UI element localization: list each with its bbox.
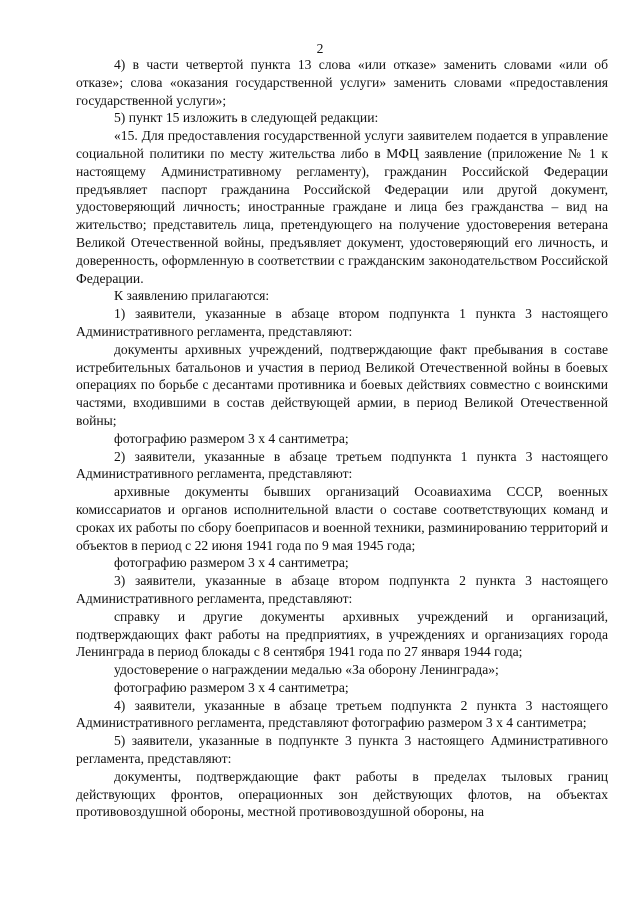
paragraph-11: 3) заявители, указанные в абзаце втором подпункта 2 пункта 3 настоящего Административного регламента, представляют: bbox=[76, 573, 608, 606]
paragraph-10: фотографию размером 3 х 4 сантиметра; bbox=[114, 555, 349, 571]
paragraph-15: 4) заявители, указанные в абзаце третьем подпункта 2 пункта 3 настоящего Административного регламента, представляют фотографию размером 3 х 4 сантиметра; bbox=[76, 697, 608, 731]
paragraph-6: документы архивных учреждений, подтверждающие факт пребывания в составе истребительных батальонов и участия в период Великой Отечественной войны в боевых операциях по борьбе с десантами противника и боевых действиях совместно с воинскими частями, входившими в состав действующей армии, в период Великой Отечественной войны; bbox=[76, 341, 608, 428]
paragraph-7: фотографию размером 3 х 4 сантиметра; bbox=[114, 430, 349, 446]
paragraph-13: удостоверение о награждении медалью «За оборону Ленинграда»; bbox=[114, 662, 499, 678]
paragraph-12: справку и другие документы архивных учреждений и организаций, подтверждающих факт работы на предприятиях, в учреждениях и организациях города Ленинграда в период блокады с 8 сентября 1941 года по 27 января 1944 года; bbox=[76, 608, 608, 660]
paragraph-14: фотографию размером 3 х 4 сантиметра; bbox=[114, 679, 349, 695]
paragraph-2: 5) пункт 15 изложить в следующей редакции: bbox=[114, 110, 379, 126]
paragraph-16: 5) заявители, указанные в подпункте 3 пункта 3 настоящего Административного регламента, представляют: bbox=[76, 733, 608, 767]
paragraph-8: 2) заявители, указанные в абзаце третьем подпункта 1 пункта 3 настоящего Административного регламента, представляют: bbox=[76, 448, 608, 482]
paragraph-5: 1) заявители, указанные в абзаце втором подпункта 1 пункта 3 настоящего Административного регламента, представляют: bbox=[76, 306, 608, 339]
document-body bbox=[76, 56, 608, 821]
paragraph-1: 4) в части четвертой пункта 13 слова «или отказе» заменить словами «или об отказе»; слова «оказания государственной услуги» заменить словами «предоставления государственной услуги»; bbox=[76, 57, 608, 108]
paragraph-4: К заявлению прилагаются: bbox=[114, 288, 270, 304]
paragraph-9: архивные документы бывших организаций Осоавиахима СССР, военных комиссариатов и органов исполнительной власти о составе соответствующих команд и сроках их работы по сбору боеприпасов и военной техники, разминированию территорий и объектов в период с 22 июня 1941 года по 9 мая 1945 года; bbox=[76, 484, 608, 553]
paragraph-3: «15. Для предоставления государственной услуги заявителем подается в управление социальной политики по месту жительства либо в МФЦ заявление (приложение № 1 к настоящему Административному регламенту), гражданин Российской Федерации предъявляет паспорт гражданина Российской Федерации или другой документ, удостоверяющий личность; иностранные граждане и лица без гражданства – вид на жительство; представитель лица, претендующего на получение удостоверения ветерана Великой Отечественной войны, предъявляет документ, удостоверяющий его личность, и доверенность, оформленную в соответствии с гражданским законодательством Российской Федерации. bbox=[76, 128, 608, 286]
page-number: 2 bbox=[316, 41, 324, 56]
paragraph-17: документы, подтверждающие факт работы в пределах тыловых границ действующих фронтов, операционных зон действующих флотов, на объектах противовоздушной обороны, местной противовоздушной обороны, на bbox=[76, 768, 608, 820]
